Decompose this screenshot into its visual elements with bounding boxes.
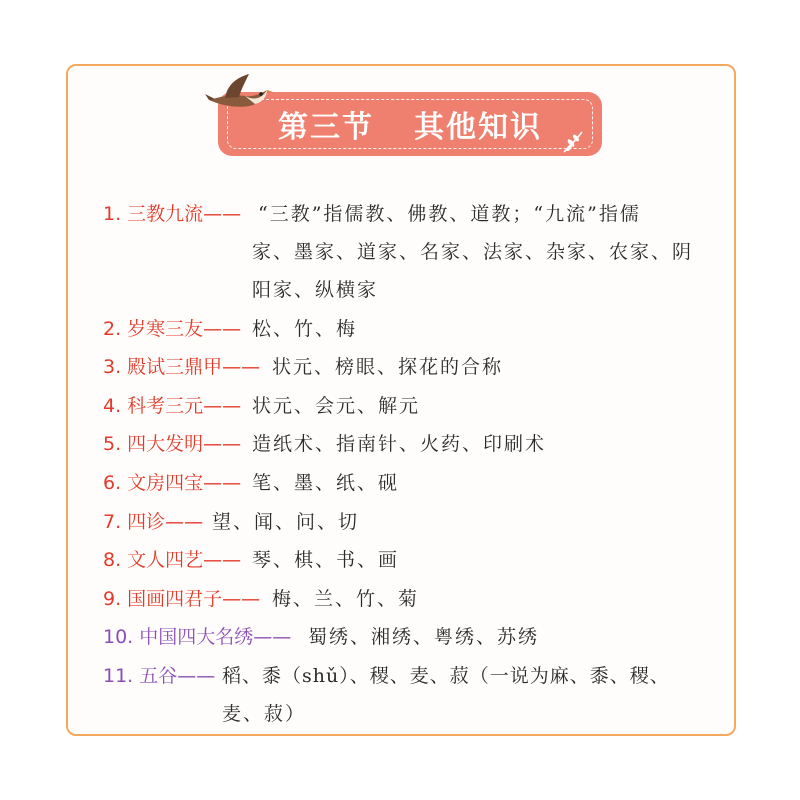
list-item-head: 3. 殿试三鼎甲—— (103, 356, 261, 378)
list-item-head: 2. 岁寒三友—— (103, 318, 242, 340)
list-item-head: 10. 中国四大名绣—— (103, 626, 292, 648)
list-item-head: 1. 三教九流—— (103, 203, 242, 225)
list-item-text: 麦、菽） (222, 703, 307, 725)
section-title-part1: 第三节 (278, 110, 374, 145)
list-item-head: 9. 国画四君子—— (103, 588, 261, 610)
list-item-head: 4. 科考三元—— (103, 395, 242, 417)
list-item-text: 造纸术、指南针、火药、印刷术 (252, 433, 547, 455)
list-item-text: 望、闻、问、切 (212, 511, 360, 533)
list-item-text: 梅、兰、竹、菊 (272, 588, 420, 610)
list-item-head: 5. 四大发明—— (103, 433, 242, 455)
list-item-text: 状元、榜眼、探花的合称 (272, 356, 504, 378)
list-item-text: 阳家、纵横家 (252, 279, 379, 301)
list-item-head: 11. 五谷—— (103, 665, 216, 687)
list-item-head: 7. 四诊—— (103, 511, 204, 533)
list-item-text: 状元、会元、解元 (252, 395, 421, 417)
list-item-head: 6. 文房四宝—— (103, 472, 242, 494)
list-item-text: 琴、棋、书、画 (252, 549, 400, 571)
list-item-text: 家、墨家、道家、名家、法家、杂家、农家、阴 (252, 241, 694, 263)
list-item-text: 松、竹、梅 (252, 318, 358, 340)
list-item-text: 稻、黍（shǔ）、稷、麦、菽（一说为麻、黍、稷、 (222, 665, 670, 687)
section-title-part2: 其他知识 (414, 110, 542, 145)
list-item-text: 笔、墨、纸、砚 (252, 472, 400, 494)
list-item-text: 蜀绣、湘绣、粤绣、苏绣 (308, 626, 540, 648)
list-item-text: “三教”指儒教、佛教、道教；“九流”指儒 (258, 203, 641, 225)
list-item-head: 8. 文人四艺—— (103, 549, 242, 571)
